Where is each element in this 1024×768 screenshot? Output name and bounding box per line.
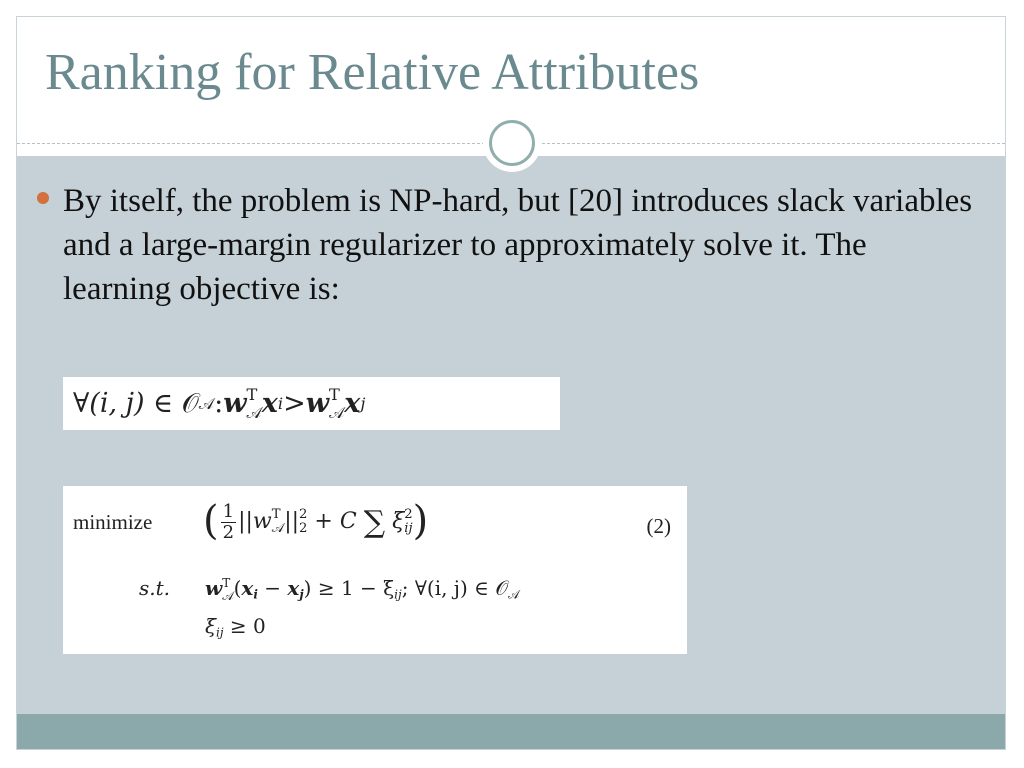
constraint-close-paren: ) [303, 576, 312, 600]
constraint-w-sub: 𝒜 [222, 588, 234, 603]
bullet-text: By itself, the problem is NP-hard, but [20] introduces slack variables and a large-margin regularizer to approximately solve it. The learning objective is: [63, 183, 973, 307]
formula-x-sub-j: j [360, 394, 366, 413]
formula-w-indices [246, 386, 261, 420]
slack-xi: ξ [392, 509, 405, 534]
subject-to-label: s.t. [139, 576, 171, 600]
formula-colon: : [214, 388, 224, 419]
slack-xi-sup: 2 [404, 507, 413, 523]
slide-title: Ranking for Relative Attributes [45, 44, 700, 101]
constraint-minus: − [257, 576, 288, 600]
plus-c: + C [307, 509, 364, 534]
bullet-dot-icon [37, 192, 49, 204]
nonneg-xi-sub: ij [216, 625, 224, 640]
norm-sup: 2 [299, 507, 308, 523]
constraint-rhs: ≥ 1 − ξ [311, 576, 395, 600]
formula-pair: (i, j) [89, 388, 145, 419]
constraint-quantifier-sub: 𝒜 [507, 587, 520, 602]
learning-objective-formula [63, 486, 687, 654]
slack-xi-sub: ij [404, 521, 413, 536]
formula-x-2: x [344, 388, 361, 419]
constraint-open-paren: ( [233, 576, 242, 600]
constraint-x-j: x [287, 576, 300, 600]
formula-in: ∈ [153, 388, 174, 419]
half-fraction [221, 502, 236, 543]
ranking-constraint-formula [63, 377, 560, 430]
formula-w-2: w [305, 388, 329, 419]
objective-expression [203, 498, 428, 544]
equation-number: (2) [646, 514, 671, 538]
constraint-x-j-sub: j [299, 587, 304, 602]
constraint-quantifier: ; ∀(i, j) ∈ 𝒪 [401, 576, 508, 600]
objective-open-paren: ( [203, 498, 219, 544]
formula-gt: > [283, 388, 306, 419]
objective-w-indices [272, 508, 284, 536]
constraint-margin [205, 576, 519, 603]
formula-x-sub-i: i [277, 394, 284, 413]
fraction-numerator: 1 [222, 500, 235, 522]
norm-sub: 2 [299, 521, 308, 536]
nonneg-xi: ξ [205, 614, 217, 638]
formula-forall: ∀ [73, 388, 90, 419]
formula-set: 𝒪 [181, 387, 199, 419]
formula-w-sup: T [246, 385, 258, 405]
formula-set-sub: 𝒜 [198, 393, 215, 413]
formula-w2-indices [329, 386, 344, 420]
slack-xi-indices [404, 508, 412, 536]
divider-ring-icon [489, 120, 535, 166]
formula-w2-sub: 𝒜 [328, 402, 345, 422]
sum-symbol: ∑ [363, 505, 386, 540]
norm-close: || [284, 509, 300, 534]
constraint-rhs-sub: ij [394, 587, 402, 602]
objective-w-sub: 𝒜 [271, 521, 285, 536]
fraction-denominator: 2 [222, 521, 235, 543]
constraint-w-indices [222, 577, 233, 602]
footer-band [17, 714, 1005, 750]
constraint-w-sup: T [222, 575, 231, 590]
formula-w: w [223, 388, 247, 419]
formula-w-sub: 𝒜 [246, 402, 262, 422]
objective-w: w [252, 509, 272, 534]
slide [16, 16, 1006, 750]
constraint-x-i-sub: i [253, 587, 258, 602]
constraint-nonnegative [205, 614, 266, 640]
formula-x: x [261, 388, 278, 419]
bullet-item [33, 179, 973, 311]
minimize-label: minimize [73, 510, 153, 534]
nonneg-rhs: ≥ 0 [223, 614, 266, 638]
constraint-x-i: x [241, 576, 254, 600]
objective-w-sup: T [271, 507, 281, 523]
norm-open: || [238, 509, 253, 534]
formula-w2-sup: T [328, 385, 340, 405]
constraint-w: w [205, 576, 223, 600]
objective-close-paren: ) [412, 498, 429, 544]
